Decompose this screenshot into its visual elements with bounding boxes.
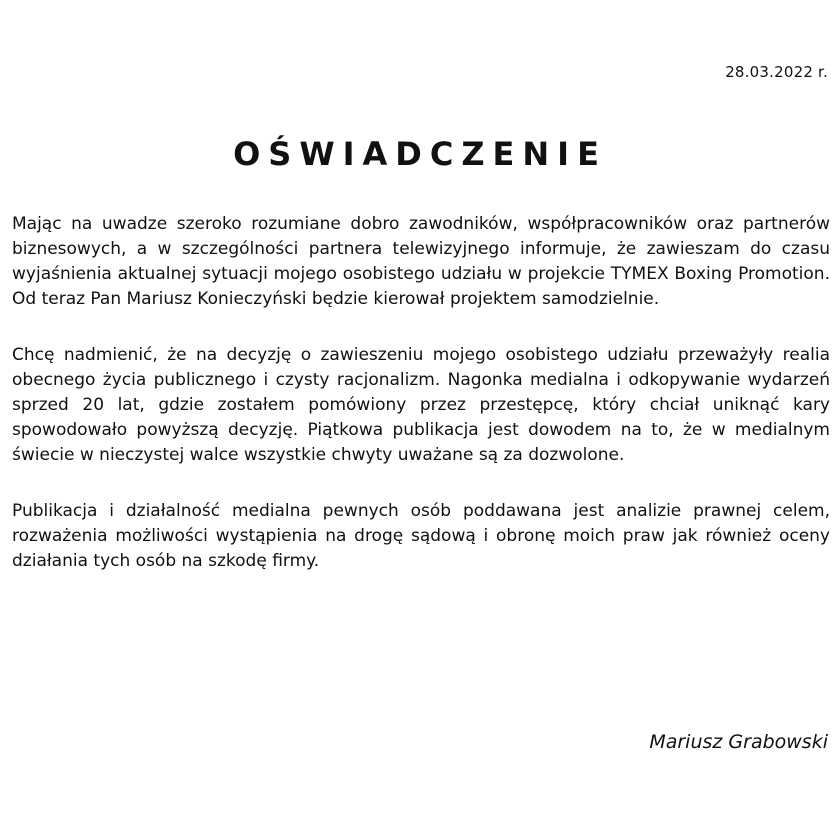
document-body	[12, 212, 830, 605]
paragraph-2: Chcę nadmienić, że na decyzję o zawieszeniu mojego osobistego udziału przeważyły realia obecnego życia publicznego i czysty racjonalizm. Nagonka medialna i odkopywanie wydarzeń sprzed 20 lat, gdzie zostałem pomówiony przez przestępcę, który chciał uniknąć kary spowodowało powyższą decyzję. Piątkowa publikacja jest dowodem na to, że w medialnym świecie w nieczystej walce wszystkie chwyty uważane są za dozwolone.	[12, 345, 830, 465]
paragraph-1: Mając na uwadze szeroko rozumiane dobro zawodników, współpracowników oraz partnerów biznesowych, a w szczególności partnera telewizyjnego informuje, że zawieszam do czasu wyjaśnienia aktualnej sytuacji mojego osobistego udziału w projekcie TYMEX Boxing Promotion. Od teraz Pan Mariusz Konieczyński będzie kierował projektem samodzielnie.	[12, 214, 830, 309]
document-date: 28.03.2022 r.	[725, 63, 828, 81]
signature: Mariusz Grabowski	[649, 731, 828, 753]
paragraph-3: Publikacja i działalność medialna pewnych osób poddawana jest analizie prawnej celem, rozważenia możliwości wystąpienia na drogę sądową i obronę moich praw jak również oceny działania tych osób na szkodę firmy.	[12, 501, 830, 571]
document-title: OŚWIADCZENIE	[233, 135, 607, 173]
